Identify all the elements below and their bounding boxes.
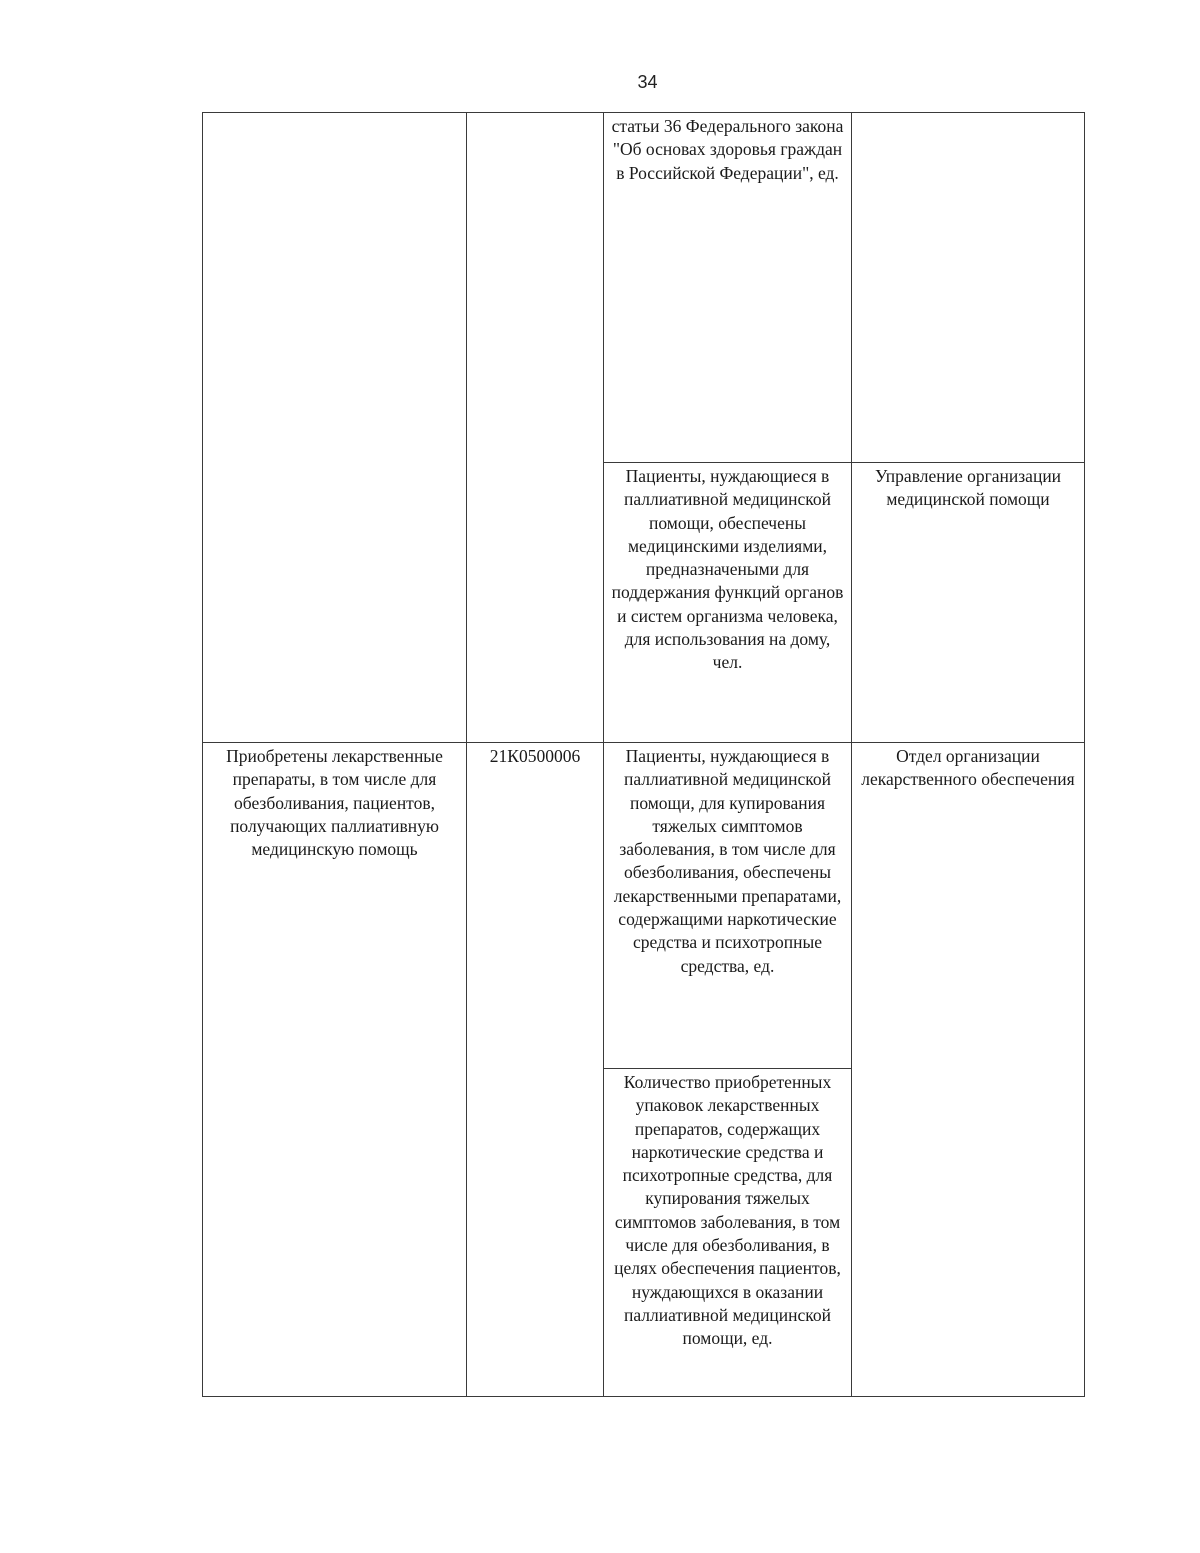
indicator-cell: статьи 36 Федерального закона "Об основах здоровья граждан в Российской Федерации", ед. [604,113,852,463]
responsible-cell: Отдел организации лекарственного обеспечения [852,743,1085,1397]
result-code-cell: 21К0500006 [467,743,604,1397]
table-row [203,743,1085,1069]
responsible-cell: Управление организации медицинской помощи [852,463,1085,743]
responsible-cell-empty [852,113,1085,463]
indicator-cell: Количество приобретенных упаковок лекарственных препаратов, содержащих наркотические средства и психотропные средства, для купирования тяжелых симптомов заболевания, в том числе для обезболивания, в целях обеспечения пациентов, нуждающихся в оказании паллиативной медицинской помощи, ед. [604,1069,852,1397]
indicator-cell: Пациенты, нуждающиеся в паллиативной медицинской помощи, обеспечены медицинскими изделиями, предназначеными для поддержания функций органов и систем организма человека, для использования на дому, чел. [604,463,852,743]
indicator-cell: Пациенты, нуждающиеся в паллиативной медицинской помощи, для купирования тяжелых симптомов заболевания, в том числе для обезболивания, обеспечены лекарственными препаратами, содержащими наркотические средства и психотропные средства, ед. [604,743,852,1069]
page-number: 34 [637,72,658,92]
goal-cell-empty [203,113,467,743]
table-row [203,113,1085,463]
code-cell-empty [467,113,604,743]
program-table [202,112,1085,1397]
result-cell: Приобретены лекарственные препараты, в том числе для обезболивания, пациентов, получающих паллиативную медицинскую помощь [203,743,467,1397]
